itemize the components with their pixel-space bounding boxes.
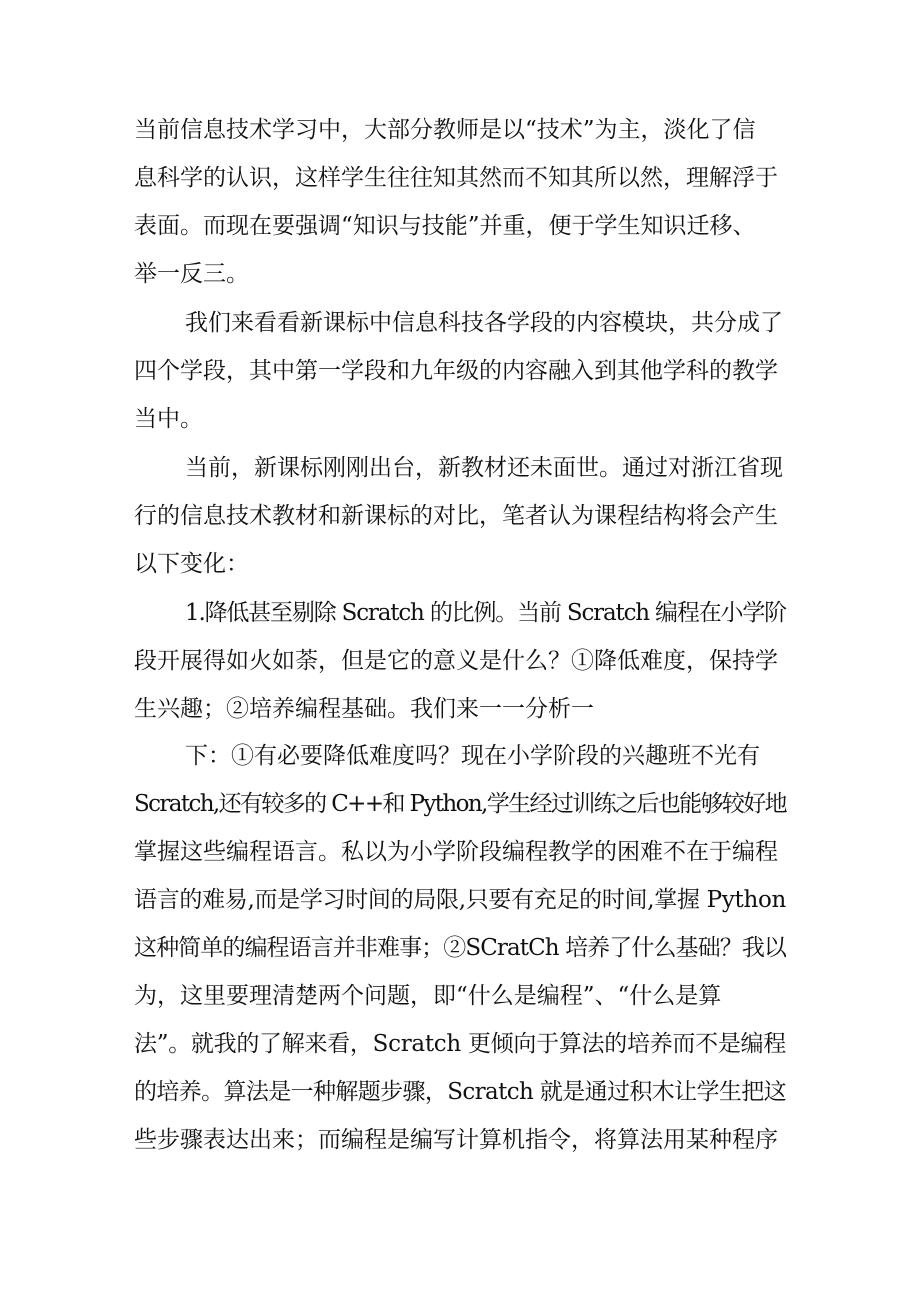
text-line bbox=[0, 736, 920, 776]
line-text: 法”。就我的了解来看，Scratch 更倾向于算法的培养而不是编程 bbox=[134, 1031, 786, 1057]
text-line bbox=[0, 399, 920, 439]
line-text: 语言的难易,而是学习时间的局限,只要有充足的时间,掌握 Python bbox=[134, 887, 786, 913]
line-text: 下：①有必要降低难度吗？现在小学阶段的兴趣班不光有 bbox=[185, 743, 760, 769]
text-line bbox=[0, 880, 920, 920]
line-text: 当前，新课标刚刚出台，新教材还未面世。通过对浙江省现 bbox=[185, 455, 783, 481]
text-line bbox=[0, 641, 920, 681]
text-line bbox=[0, 206, 920, 246]
line-text: 息科学的认识，这样学生往往知其然而不知其所以然，理解浮于 bbox=[134, 165, 778, 191]
text-line bbox=[0, 1120, 920, 1160]
text-line bbox=[0, 110, 920, 150]
line-text: 我们来看看新课标中信息科技各学段的内容模块，共分成了 bbox=[185, 310, 783, 336]
line-text: 段开展得如火如荼，但是它的意义是什么？①降低难度，保持学 bbox=[134, 648, 778, 674]
line-text: 的培养。算法是一种解题步骤，Scratch 就是通过积木让学生把这 bbox=[134, 1079, 786, 1105]
text-line bbox=[0, 928, 920, 968]
line-text: Scratch,还有较多的 C++和 Python,学生经过训练之后也能够较好地 bbox=[134, 791, 786, 817]
line-text: 行的信息技术教材和新课标的对比，笔者认为课程结构将会产生 bbox=[134, 503, 778, 529]
text-line bbox=[0, 976, 920, 1016]
text-line bbox=[0, 254, 920, 294]
line-text: 为，这里要理清楚两个问题，即“什么是编程”、“什么是算 bbox=[134, 983, 722, 1009]
text-line bbox=[0, 158, 920, 198]
text-line bbox=[0, 496, 920, 536]
text-line bbox=[0, 1072, 920, 1112]
line-text: 四个学段，其中第一学段和九年级的内容融入到其他学科的教学 bbox=[134, 358, 778, 384]
text-line bbox=[0, 544, 920, 584]
line-text: 生兴趣；②培养编程基础。我们来一一分析一 bbox=[134, 696, 594, 722]
text-line bbox=[0, 689, 920, 729]
line-text: 当中。 bbox=[134, 406, 203, 432]
text-line bbox=[0, 1024, 920, 1064]
line-text: 举一反三。 bbox=[134, 261, 249, 287]
text-line bbox=[0, 784, 920, 824]
line-text: 以下变化： bbox=[134, 551, 249, 577]
line-text: 表面。而现在要强调“知识与技能”并重，便于学生知识迁移、 bbox=[134, 213, 756, 239]
text-line bbox=[0, 351, 920, 391]
line-text: 当前信息技术学习中，大部分教师是以“技术”为主，淡化了信 bbox=[134, 117, 756, 143]
text-line bbox=[0, 593, 920, 633]
line-text: 掌握这些编程语言。私以为小学阶段编程教学的困难不在于编程 bbox=[134, 839, 778, 865]
line-text: 这种简单的编程语言并非难事；②SCratCh 培养了什么基础？我以 bbox=[134, 935, 786, 961]
text-line bbox=[0, 832, 920, 872]
line-text: 些步骤表达出来；而编程是编写计算机指令，将算法用某种程序 bbox=[134, 1127, 778, 1153]
text-line bbox=[0, 303, 920, 343]
text-line bbox=[0, 448, 920, 488]
line-text: 1.降低甚至剔除 Scratch 的比例。当前 Scratch 编程在小学阶 bbox=[185, 600, 786, 626]
